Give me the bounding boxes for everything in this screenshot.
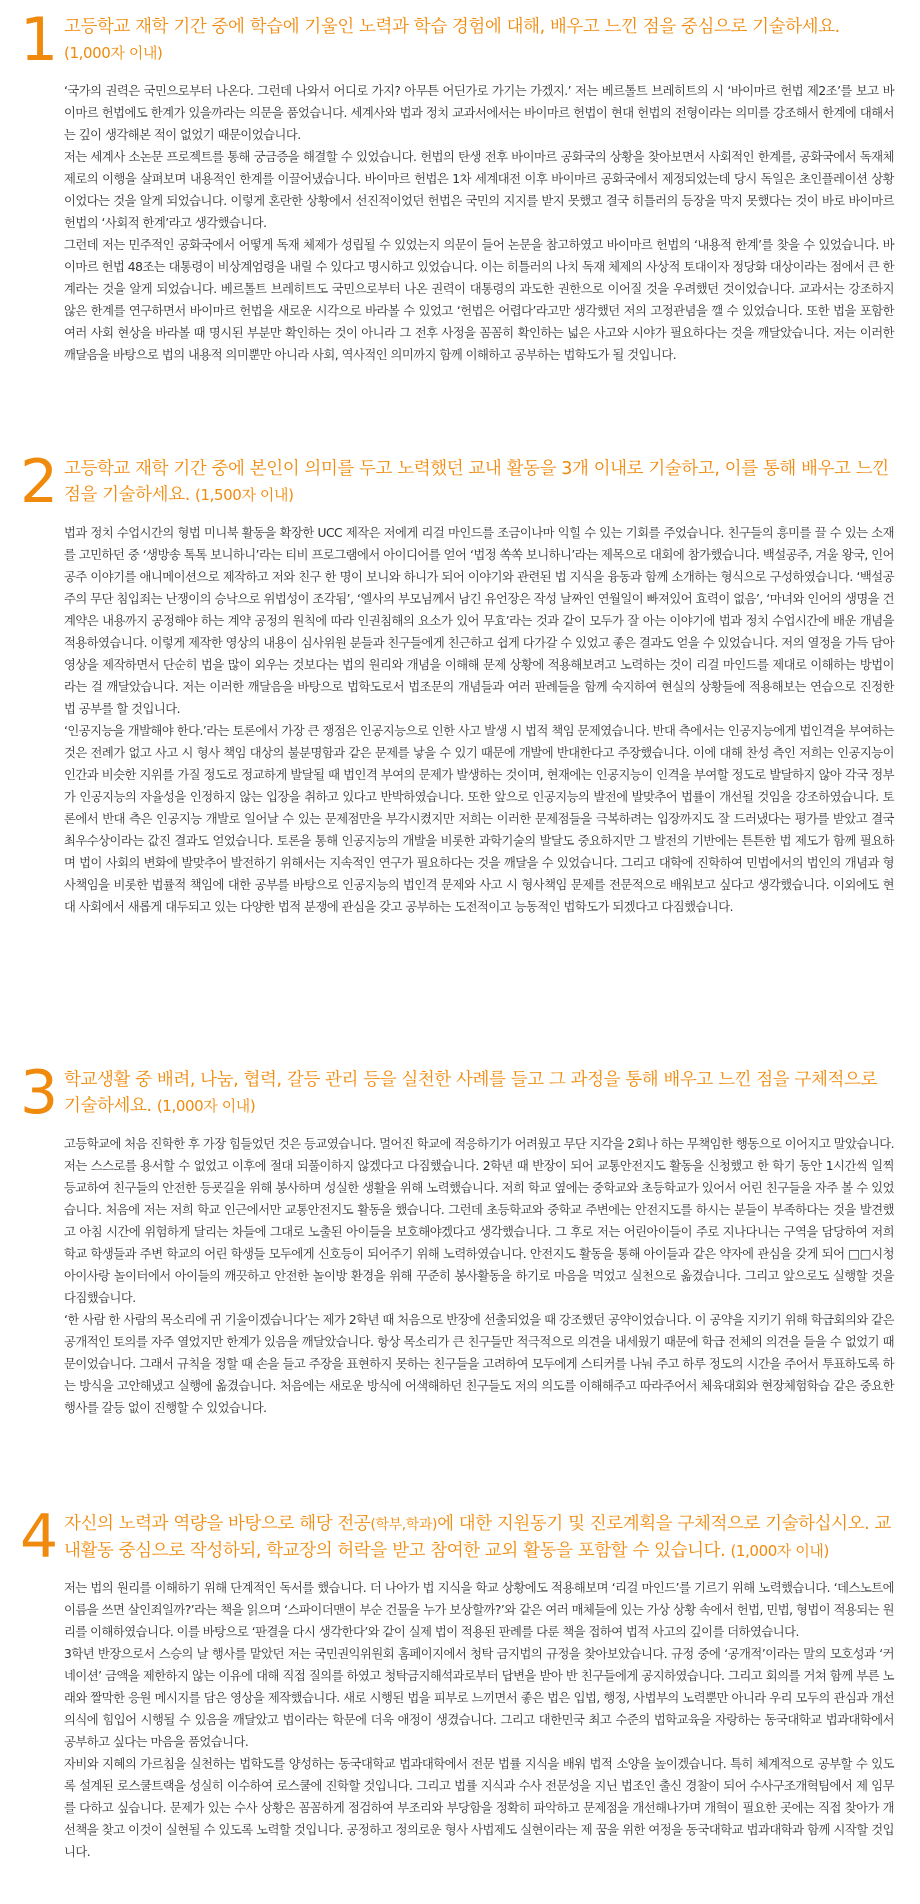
answer-paragraph: 그런데 저는 민주적인 공화국에서 어떻게 독재 체제가 성립될 수 있었는지 의문이 들어 논문을 참고하였고 바이마르 헌법의 ‘내용적 한계’를 찾을 수 있었습니다. 바이마르 헌법 48조는 대통령이 비상계엄령을 내릴 수 있다고 명시하고 있었습니다. 이는 히틀러의 나치 독재 체제의 사상적 토대이자 정당화 대상이라는 점에서 큰 한계라는 것을 알게 되었습니다. 베르톨트 브레히트도 국민으로부터 나온 권력이 대통령의 과도한 권한으로 이어질 것을 우려했던 것이었습니다. 교과서는 강조하지 않은 한계를 연구하면서 바이마르 헌법을 새로운 시각으로 바라볼 수 있었고 ‘헌법은 어렵다’라고만 생각했던 저의 고정관념을 깰 수 있었습니다. 또한 법을 포함한 여러 사회 현상을 바라볼 때 명시된 부분만 확인하는 것이 아니라 그 전후 사정을 꼼꼼히 확인하는 넓은 사고와 시야가 필요하다는 것을 깨달았습니다. 저는 이러한 깨달음을 바탕으로 법의 내용적 의미뿐만 아니라 사회, 역사적인 의미까지 함께 이해하고 공부하는 법학도가 될 것입니다. [64, 238, 894, 362]
answer-paragraph: ‘인공지능을 개발해야 한다.’라는 토론에서 가장 큰 쟁점은 인공지능으로 인한 사고 발생 시 법적 책임 문제였습니다. 반대 측에서는 인공지능에게 법인격을 부여하는 것은 전례가 없고 사고 시 형사 책임 대상의 불분명함과 같은 문제를 낳을 수 있기 때문에 개발에 반대한다고 주장했습니다. 이에 대해 찬성 측인 저희는 인공지능이 인간과 비슷한 지위를 가질 정도로 정교하게 발달될 때 법인격 부여의 문제가 발생하는 것이며, 현재에는 인공지능이 인격을 부여할 정도로 발달하지 않아 각국 정부가 인공지능의 자율성을 인정하지 않는 입장을 취하고 있다고 반박하였습니다. 또한 앞으로 인공지능의 발전에 발맞추어 법률이 개선될 것임을 강조하였습니다. 토론에서 반대 측은 인공지능 개발로 일어날 수 있는 문제점만을 부각시켰지만 저희는 이러한 문제점들을 극복하려는 입장까지도 잘 드러냈다는 평가를 받았고 결국 최우수상이라는 값진 결과도 얻었습니다. 토론을 통해 인공지능의 개발을 비롯한 과학기술의 발달도 중요하지만 그 발전의 기반에는 튼튼한 법 제도가 함께 필요하며 법이 사회의 변화에 발맞추어 발전하기 위해서는 지속적인 연구가 필요하다는 것을 깨달을 수 있었습니다. 그리고 대학에 진학하여 민법에서의 법인의 개념과 형사책임을 비롯한 법률적 책임에 대한 공부를 바탕으로 인공지능의 법인격 문제와 사고 시 형사책임 문제를 전문적으로 배워보고 싶다고 생각했습니다. 이외에도 현대 사회에서 새롭게 대두되고 있는 다양한 법적 분쟁에 관심을 갖고 공부하는 도전적이고 능동적인 법학도가 되겠다고 다짐했습니다. [64, 724, 894, 914]
answer-paragraph: 저는 세계사 소논문 프로젝트를 통해 궁금증을 해결할 수 있었습니다. 헌법의 탄생 전후 바이마르 공화국의 상황을 찾아보면서 사회적인 한계를, 공화국에서 독재체제로의 이행을 살펴보며 내용적인 한계를 이끌어냈습니다. 바이마르 헌법은 1차 세계대전 이후 바이마르 공화국에서 제정되었는데 당시 독일은 초인플레이션 상황이었다는 것을 알게 되었습니다. 이렇게 혼란한 상황에서 선진적이었던 헌법은 국민의 지지를 받지 못했고 결국 히틀러의 등장을 막지 못했다는 것이 바로 바이마르 헌법의 ‘사회적 한계’라고 생각했습니다. [64, 150, 894, 230]
question-heading [64, 456, 894, 508]
answer-paragraph: 3학년 반장으로서 스승의 날 행사를 맡았던 저는 국민권익위원회 홈페이지에서 청탁 금지법의 규정을 찾아보았습니다. 규정 중에 ‘공개적’이라는 말의 모호성과 ‘커네이션’ 금액을 제한하지 않는 이유에 대해 직접 질의를 하였고 청탁금지해석과로부터 답변을 받아 반 친구들에게 공지하였습니다. 그리고 회의를 거쳐 함께 부른 노래와 짤막한 응원 메시지를 담은 영상을 제작했습니다. 새로 시행된 법을 피부로 느끼면서 좋은 법은 입법, 행정, 사법부의 노력뿐만 아니라 우리 모두의 관심과 개선 의식에 힘입어 시행될 수 있음을 깨달았고 법이라는 학문에 더욱 애정이 생겼습니다. 그리고 대한민국 최고 수준의 법학교육을 자랑하는 동국대학교 법과대학에서 공부하고 싶다는 마음을 품었습니다. [64, 1647, 894, 1749]
answer-body [64, 1133, 894, 1419]
section-number: 3 [20, 1058, 59, 1128]
question-text: 고등학교 재학 기간 중에 학습에 기울인 노력과 학습 경험에 대해, 배우고 느낀 점을 중심으로 기술하세요. [64, 17, 840, 37]
section-number: 1 [20, 5, 59, 75]
answer-body [64, 80, 894, 366]
answer-body [64, 1577, 894, 1863]
question-text-parenthetical: (학부,학과) [370, 1517, 438, 1533]
answer-paragraph: 자비와 지혜의 가르침을 실천하는 법학도를 양성하는 동국대학교 법과대학에서 전문 법률 지식을 배워 법적 소양을 높이겠습니다. 특히 체계적으로 공부할 수 있도록 설계된 로스쿨트랙을 성실히 이수하여 로스쿨에 진학할 것입니다. 그리고 법률 지식과 수사 전문성을 지닌 법조인 출신 경찰이 되어 수사구조개혁팀에서 제 임무를 다하고 싶습니다. 문제가 있는 수사 상황은 꼼꼼하게 점검하여 부조리와 부당함을 정확히 파악하고 문제점을 개선해나가며 개혁이 필요한 곳에는 직접 찾아가 개선책을 찾고 이것이 실현될 수 있도록 노력할 것입니다. 공정하고 정의로운 형사 사법제도 실현이라는 제 꿈을 위한 여정을 동국대학교 법과대학과 함께 시작할 것입니다. [64, 1757, 894, 1859]
section-number: 2 [20, 447, 59, 517]
answer-paragraph: ‘한 사람 한 사람의 목소리에 귀 기울이겠습니다’는 제가 2학년 때 처음으로 반장에 선출되었을 때 강조했던 공약이었습니다. 이 공약을 지키기 위해 학급회의와 같은 공개적인 토의를 자주 열었지만 한계가 있음을 깨달았습니다. 항상 목소리가 큰 친구들만 적극적으로 의견을 내세웠기 때문에 학급 전체의 의견을 들을 수 없었기 때문이었습니다. 그래서 규칙을 정할 때 손을 들고 주장을 표현하지 못하는 친구들을 고려하여 모두에게 스티커를 나눠 주고 하루 정도의 시간을 주어서 투표하도록 하는 방식을 고안해냈고 실행에 옮겼습니다. 처음에는 새로운 방식에 어색해하던 친구들도 저의 의도를 이해해주고 따라주어서 체육대회와 현장체험학습 같은 중요한 행사를 갈등 없이 진행할 수 있었습니다. [64, 1313, 894, 1415]
question-text: 고등학교 재학 기간 중에 본인이 의미를 두고 노력했던 교내 활동을 3개 이내로 기술하고, 이를 통해 배우고 느낀 점을 기술하세요. [64, 459, 889, 505]
answer-paragraph: 저는 법의 원리를 이해하기 위해 단계적인 독서를 했습니다. 더 나아가 법 지식을 학교 상황에도 적용해보며 ‘리걸 마인드’를 기르기 위해 노력했습니다. ‘데스노트에 이름을 쓰면 살인죄일까?’라는 책을 읽으며 ‘스파이더맨이 부순 건물을 누가 보상할까?’와 같은 여러 매체들에 있는 가상 상황 속에서 헌법, 민법, 형법이 적용되는 원리를 이해하였습니다. 이를 바탕으로 ‘판결을 다시 생각한다’와 같이 실제 법이 적용된 판례를 다룬 책을 접하여 법적 사고의 깊이를 더하였습니다. [64, 1581, 894, 1639]
question-text-part-1: 자신의 노력과 역량을 바탕으로 해당 전공 [64, 1514, 371, 1534]
answer-paragraph: 법과 정치 수업시간의 형법 미니북 활동을 확장한 UCC 제작은 저에게 리걸 마인드를 조금이나마 익힐 수 있는 기회를 주었습니다. 친구들의 흥미를 끌 수 있는 소재를 고민하던 중 ‘생방송 톡톡 보니하니’라는 티비 프로그램에서 아이디어를 얻어 ‘법정 쏙쏙 보니하니’라는 제목으로 대회에 참가했습니다. 백설공주, 겨울 왕국, 인어공주 이야기를 애니메이션으로 제작하고 저와 친구 한 명이 보니와 하니가 되어 이야기와 관련된 법 지식을 융동과 함께 소개하는 형식으로 구성하였습니다. ‘백설공주의 무단 침입죄는 난쟁이의 승낙으로 위법성이 조각됨’, ‘엘사의 부모님께서 남긴 유언장은 작성 날짜인 연월일이 빠져있어 효력이 없음’, ‘마녀와 인어의 생명을 건 계약은 내용까지 공정해야 하는 계약 공정의 원칙에 따라 인권침해의 요소가 있어 무효’라는 것과 같이 모두가 잘 아는 이야기에 법과 정치 수업시간에 배운 개념을 적용하였습니다. 이렇게 제작한 영상의 내용이 심사위원 분들과 친구들에게 친근하고 쉽게 다가갈 수 있었고 좋은 결과도 얻을 수 있었습니다. 저의 열정을 가득 담아 영상을 제작하면서 단순히 법을 많이 외우는 것보다는 법의 원리와 개념을 이해해 문제 상황에 적용해보려고 노력하는 것이 리걸 마인드를 제대로 이해하는 방법이라는 걸 깨달았습니다. 저는 이러한 깨달음을 바탕으로 법학도로서 법조문의 개념들과 여러 판례들을 함께 숙지하여 현실의 상황들에 적용해보는 연습으로 진정한 법 공부를 할 것입니다. [64, 526, 894, 716]
character-limit: (1,000자 이내) [730, 1542, 829, 1560]
question-heading [64, 14, 894, 66]
answer-paragraph: 고등학교에 처음 진학한 후 가장 힘들었던 것은 등교였습니다. 멀어진 학교에 적응하기가 어려웠고 무단 지각을 2회나 하는 무책임한 행동으로 이어지고 말았습니다. 저는 스스로를 용서할 수 없었고 이후에 절대 되풀이하지 않겠다고 다짐했습니다. 2학년 때 반장이 되어 교통안전지도 활동을 신청했고 한 학기 동안 1시간씩 일찍 등교하여 친구들의 안전한 등굣길을 위해 봉사하며 성실한 생활을 위해 노력했습니다. 저희 학교 옆에는 중학교와 초등학교가 있어서 어린 친구들을 자주 볼 수 있었습니다. 처음에 저는 저희 학교 인근에서만 교통안전지도 활동을 했습니다. 그런데 초등학교와 중학교 주변에는 안전지도를 하시는 분들이 부족하다는 것을 발견했고 아침 시간에 위험하게 달리는 차들에 그대로 노출된 아이들을 보호해야겠다고 생각했습니다. 그 후로 저는 어린아이들이 주로 지나다니는 구역을 담당하여 저희 학교 학생들과 주변 학교의 어린 학생들 모두에게 신호등이 되어주기 위해 노력하였습니다. 안전지도 활동을 통해 아이들과 같은 약자에 관심을 갖게 되어 □□시청 아이사랑 놀이터에서 아이들의 깨끗하고 안전한 놀이방 환경을 위해 꾸준히 봉사활동을 하기로 마음을 먹었고 실천으로 옮겼습니다. 그리고 앞으로도 실행할 것을 다짐했습니다. [64, 1137, 894, 1305]
question-text: 학교생활 중 배려, 나눔, 협력, 갈등 관리 등을 실천한 사례를 들고 그 과정을 통해 배우고 느낀 점을 구체적으로 기술하세요. [64, 1070, 877, 1116]
answer-paragraph: ‘국가의 권력은 국민으로부터 나온다. 그런데 나와서 어디로 가지? 아무튼 어딘가로 가기는 가겠지.’ 저는 베르톨트 브레히트의 시 ‘바이마르 헌법 제2조’를 보고 바이마르 헌법에도 한계가 있을까라는 의문을 품었습니다. 세계사와 법과 정치 교과서에서는 바이마르 헌법이 현대 헌법의 전형이라는 의미를 강조해서 한계에 대해서는 깊이 생각해본 적이 없었기 때문이었습니다. [64, 84, 894, 142]
character-limit: (1,000자 이내) [156, 1097, 256, 1115]
question-heading [64, 1511, 894, 1564]
section-number: 4 [20, 1502, 59, 1572]
question-text-part-2: 에 대한 지원동기 및 진로계획을 구체적으로 기술하십시오. 교내활동 중심으로 작성하되, 학교장의 허락을 받고 참여한 교외 활동을 포함할 수 있습니다. [64, 1514, 892, 1561]
answer-body [64, 522, 894, 918]
character-limit: (1,500자 이내) [195, 486, 294, 504]
character-limit: (1,000자 이내) [64, 44, 163, 62]
question-heading [64, 1067, 894, 1119]
